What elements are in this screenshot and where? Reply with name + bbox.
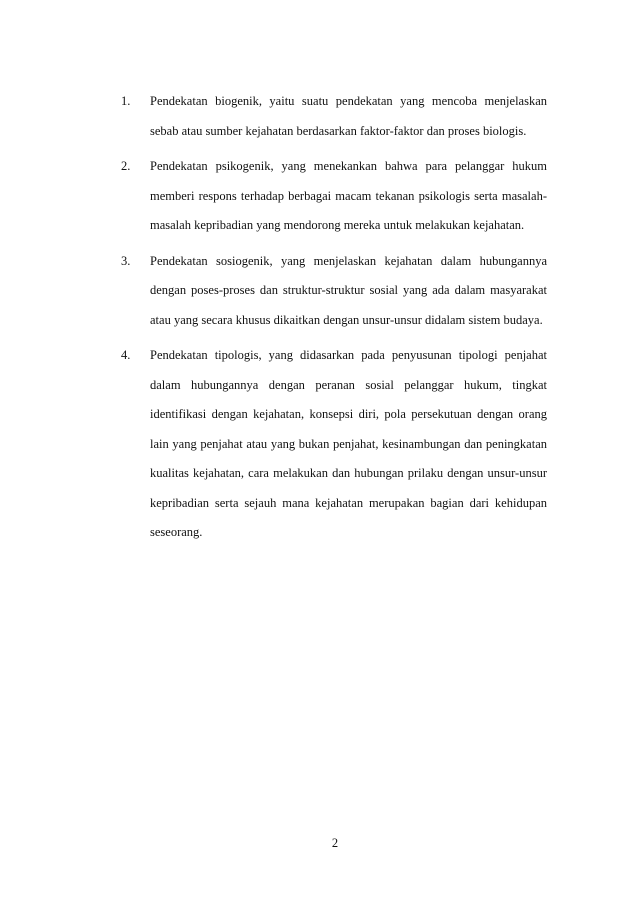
list-item-text: Pendekatan psikogenik, yang menekankan bahwa para pelanggar hukum memberi respons terhadap berbagai macam tekanan psikologis serta masalah-masalah kepribadian yang mendorong mereka untuk melakukan kejahatan. bbox=[150, 159, 547, 232]
page-number: 2 bbox=[331, 836, 339, 850]
list-item-number: 4. bbox=[121, 348, 131, 362]
list-item bbox=[121, 87, 547, 146]
numbered-list bbox=[121, 87, 547, 554]
list-item bbox=[121, 341, 547, 548]
list-item-text: Pendekatan biogenik, yaitu suatu pendekatan yang mencoba menjelaskan sebab atau sumber kejahatan berdasarkan faktor-faktor dan proses biologis. bbox=[150, 94, 547, 138]
list-item-number: 3. bbox=[121, 253, 131, 268]
list-item-text: Pendekatan sosiogenik, yang menjelaskan kejahatan dalam hubungannya dengan poses-proses dan struktur-struktur sosial yang ada dalam masyarakat atau yang secara khusus dikaitkan dengan unsur-unsur didalam sistem budaya. bbox=[150, 253, 547, 327]
list-item bbox=[121, 247, 547, 336]
list-item-number: 2. bbox=[121, 159, 131, 173]
list-item bbox=[121, 152, 547, 241]
list-item-text: Pendekatan tipologis, yang didasarkan pada penyusunan tipologi penjahat dalam hubungannya dengan peranan sosial pelanggar hukum, tingkat identifikasi dengan kejahatan, konsepsi diri, pola persekutuan dengan orang lain yang penjahat atau yang bukan penjahat, kesinambungan dan peningkatan kualitas kejahatan, cara melakukan dan hubungan prilaku dengan unsur-unsur kepribadian serta sejauh mana kejahatan merupakan bagian dari kehidupan seseorang. bbox=[150, 348, 547, 539]
list-item-number: 1. bbox=[121, 94, 131, 108]
